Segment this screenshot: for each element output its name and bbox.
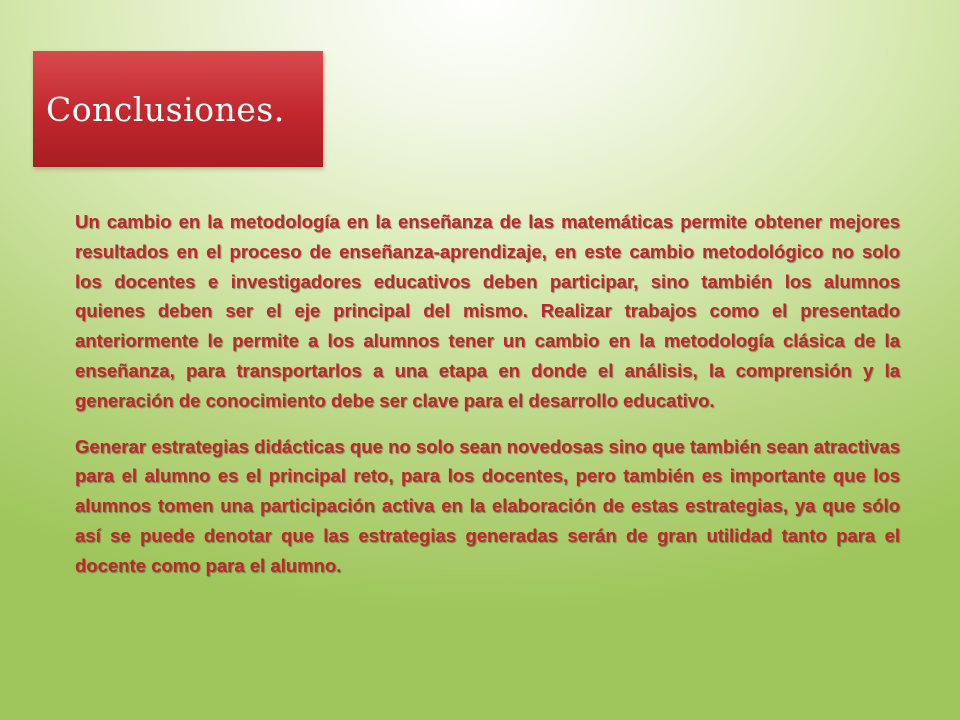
title-box: [33, 51, 323, 167]
paragraph-1: Un cambio en la metodología en la enseñanza de las matemáticas permite obtener mejores resultados en el proceso de enseñanza-aprendizaje, en este cambio metodológico no solo los docentes e investigadores educativos deben participar, sino también los alumnos quienes deben ser el eje principal del mismo. Realizar trabajos como el presentado anteriormente le permite a los alumnos tener un cambio en la metodología clásica de la enseñanza, para transportarlos a una etapa en donde el análisis, la comprensión y la generación de conocimiento debe ser clave para el desarrollo educativo.: [75, 211, 900, 411]
slide-title: Conclusiones.: [46, 89, 285, 129]
paragraph-2: Generar estrategias didácticas que no solo sean novedosas sino que también sean atractivas para el alumno es el principal reto, para los docentes, pero también es importante que los alumnos tomen una participación activa en la elaboración de estas estrategias, ya que sólo así se puede denotar que las estrategias generadas serán de gran utilidad tanto para el docente como para el alumno.: [75, 435, 900, 576]
slide-body: [75, 207, 900, 581]
